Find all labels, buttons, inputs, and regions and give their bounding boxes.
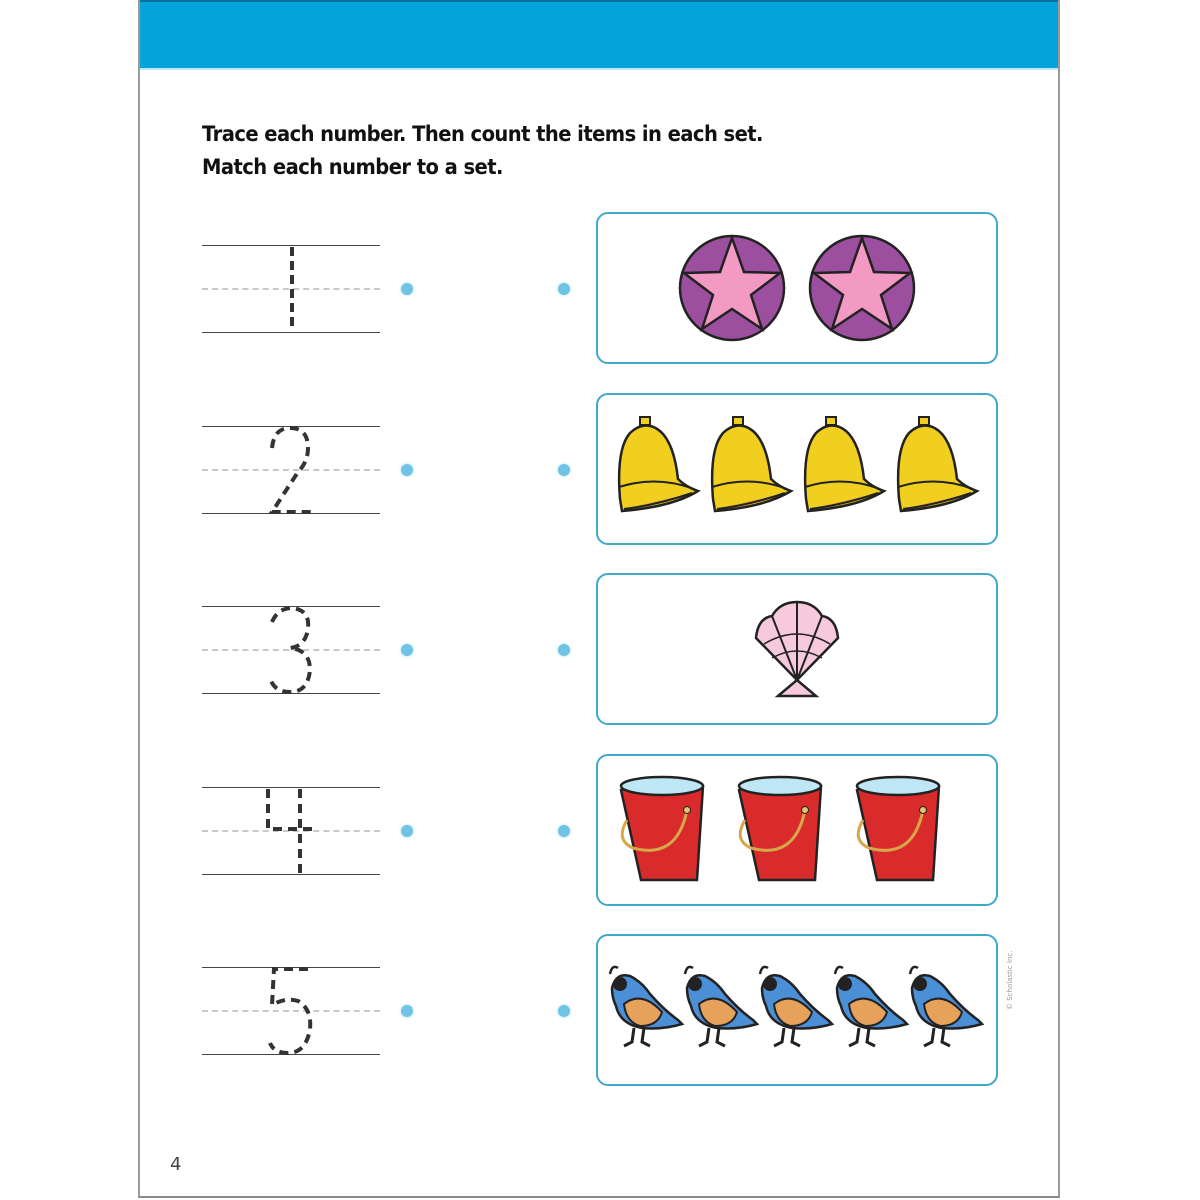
trace-number-3[interactable]	[202, 606, 380, 694]
set-card-seashell[interactable]	[596, 573, 998, 725]
match-row-3	[140, 571, 1058, 731]
trace-number-5[interactable]	[202, 967, 380, 1055]
match-dot-right-2[interactable]	[558, 464, 570, 476]
header-band	[140, 0, 1058, 70]
worksheet-page	[138, 0, 1060, 1198]
dashed-digit-1-icon	[202, 245, 380, 333]
instruction-line-1: Trace each number. Then count the items in each set.	[202, 122, 763, 146]
match-row-1	[140, 210, 1058, 370]
match-dot-left-2[interactable]	[401, 464, 413, 476]
match-dot-left-1[interactable]	[401, 283, 413, 295]
set-card-buckets[interactable]	[596, 754, 998, 906]
quail-icon	[602, 960, 992, 1060]
set-card-bells[interactable]	[596, 393, 998, 545]
match-row-5	[140, 932, 1058, 1092]
match-dot-right-5[interactable]	[558, 1005, 570, 1017]
dashed-digit-3-icon	[202, 606, 380, 694]
trace-number-4[interactable]	[202, 787, 380, 875]
bell-icon	[602, 409, 992, 529]
match-dot-left-3[interactable]	[401, 644, 413, 656]
set-card-star-balls[interactable]	[596, 212, 998, 364]
star-ball-icon	[667, 228, 927, 348]
page-number: 4	[170, 1154, 182, 1175]
dashed-digit-2-icon	[202, 426, 380, 514]
match-dot-right-4[interactable]	[558, 825, 570, 837]
set-card-quails[interactable]	[596, 934, 998, 1086]
bucket-icon	[607, 770, 987, 890]
instructions	[202, 118, 763, 184]
match-dot-left-4[interactable]	[401, 825, 413, 837]
match-row-2	[140, 391, 1058, 551]
seashell-icon	[742, 594, 852, 704]
instruction-line-2: Match each number to a set.	[202, 155, 503, 179]
match-row-4	[140, 752, 1058, 912]
match-dot-left-5[interactable]	[401, 1005, 413, 1017]
dashed-digit-4-icon	[202, 787, 380, 875]
dashed-digit-5-icon	[202, 967, 380, 1055]
trace-number-2[interactable]	[202, 426, 380, 514]
trace-number-1[interactable]	[202, 245, 380, 333]
match-dot-right-3[interactable]	[558, 644, 570, 656]
match-dot-right-1[interactable]	[558, 283, 570, 295]
copyright-notice: © Scholastic Inc.	[1006, 950, 1014, 1010]
